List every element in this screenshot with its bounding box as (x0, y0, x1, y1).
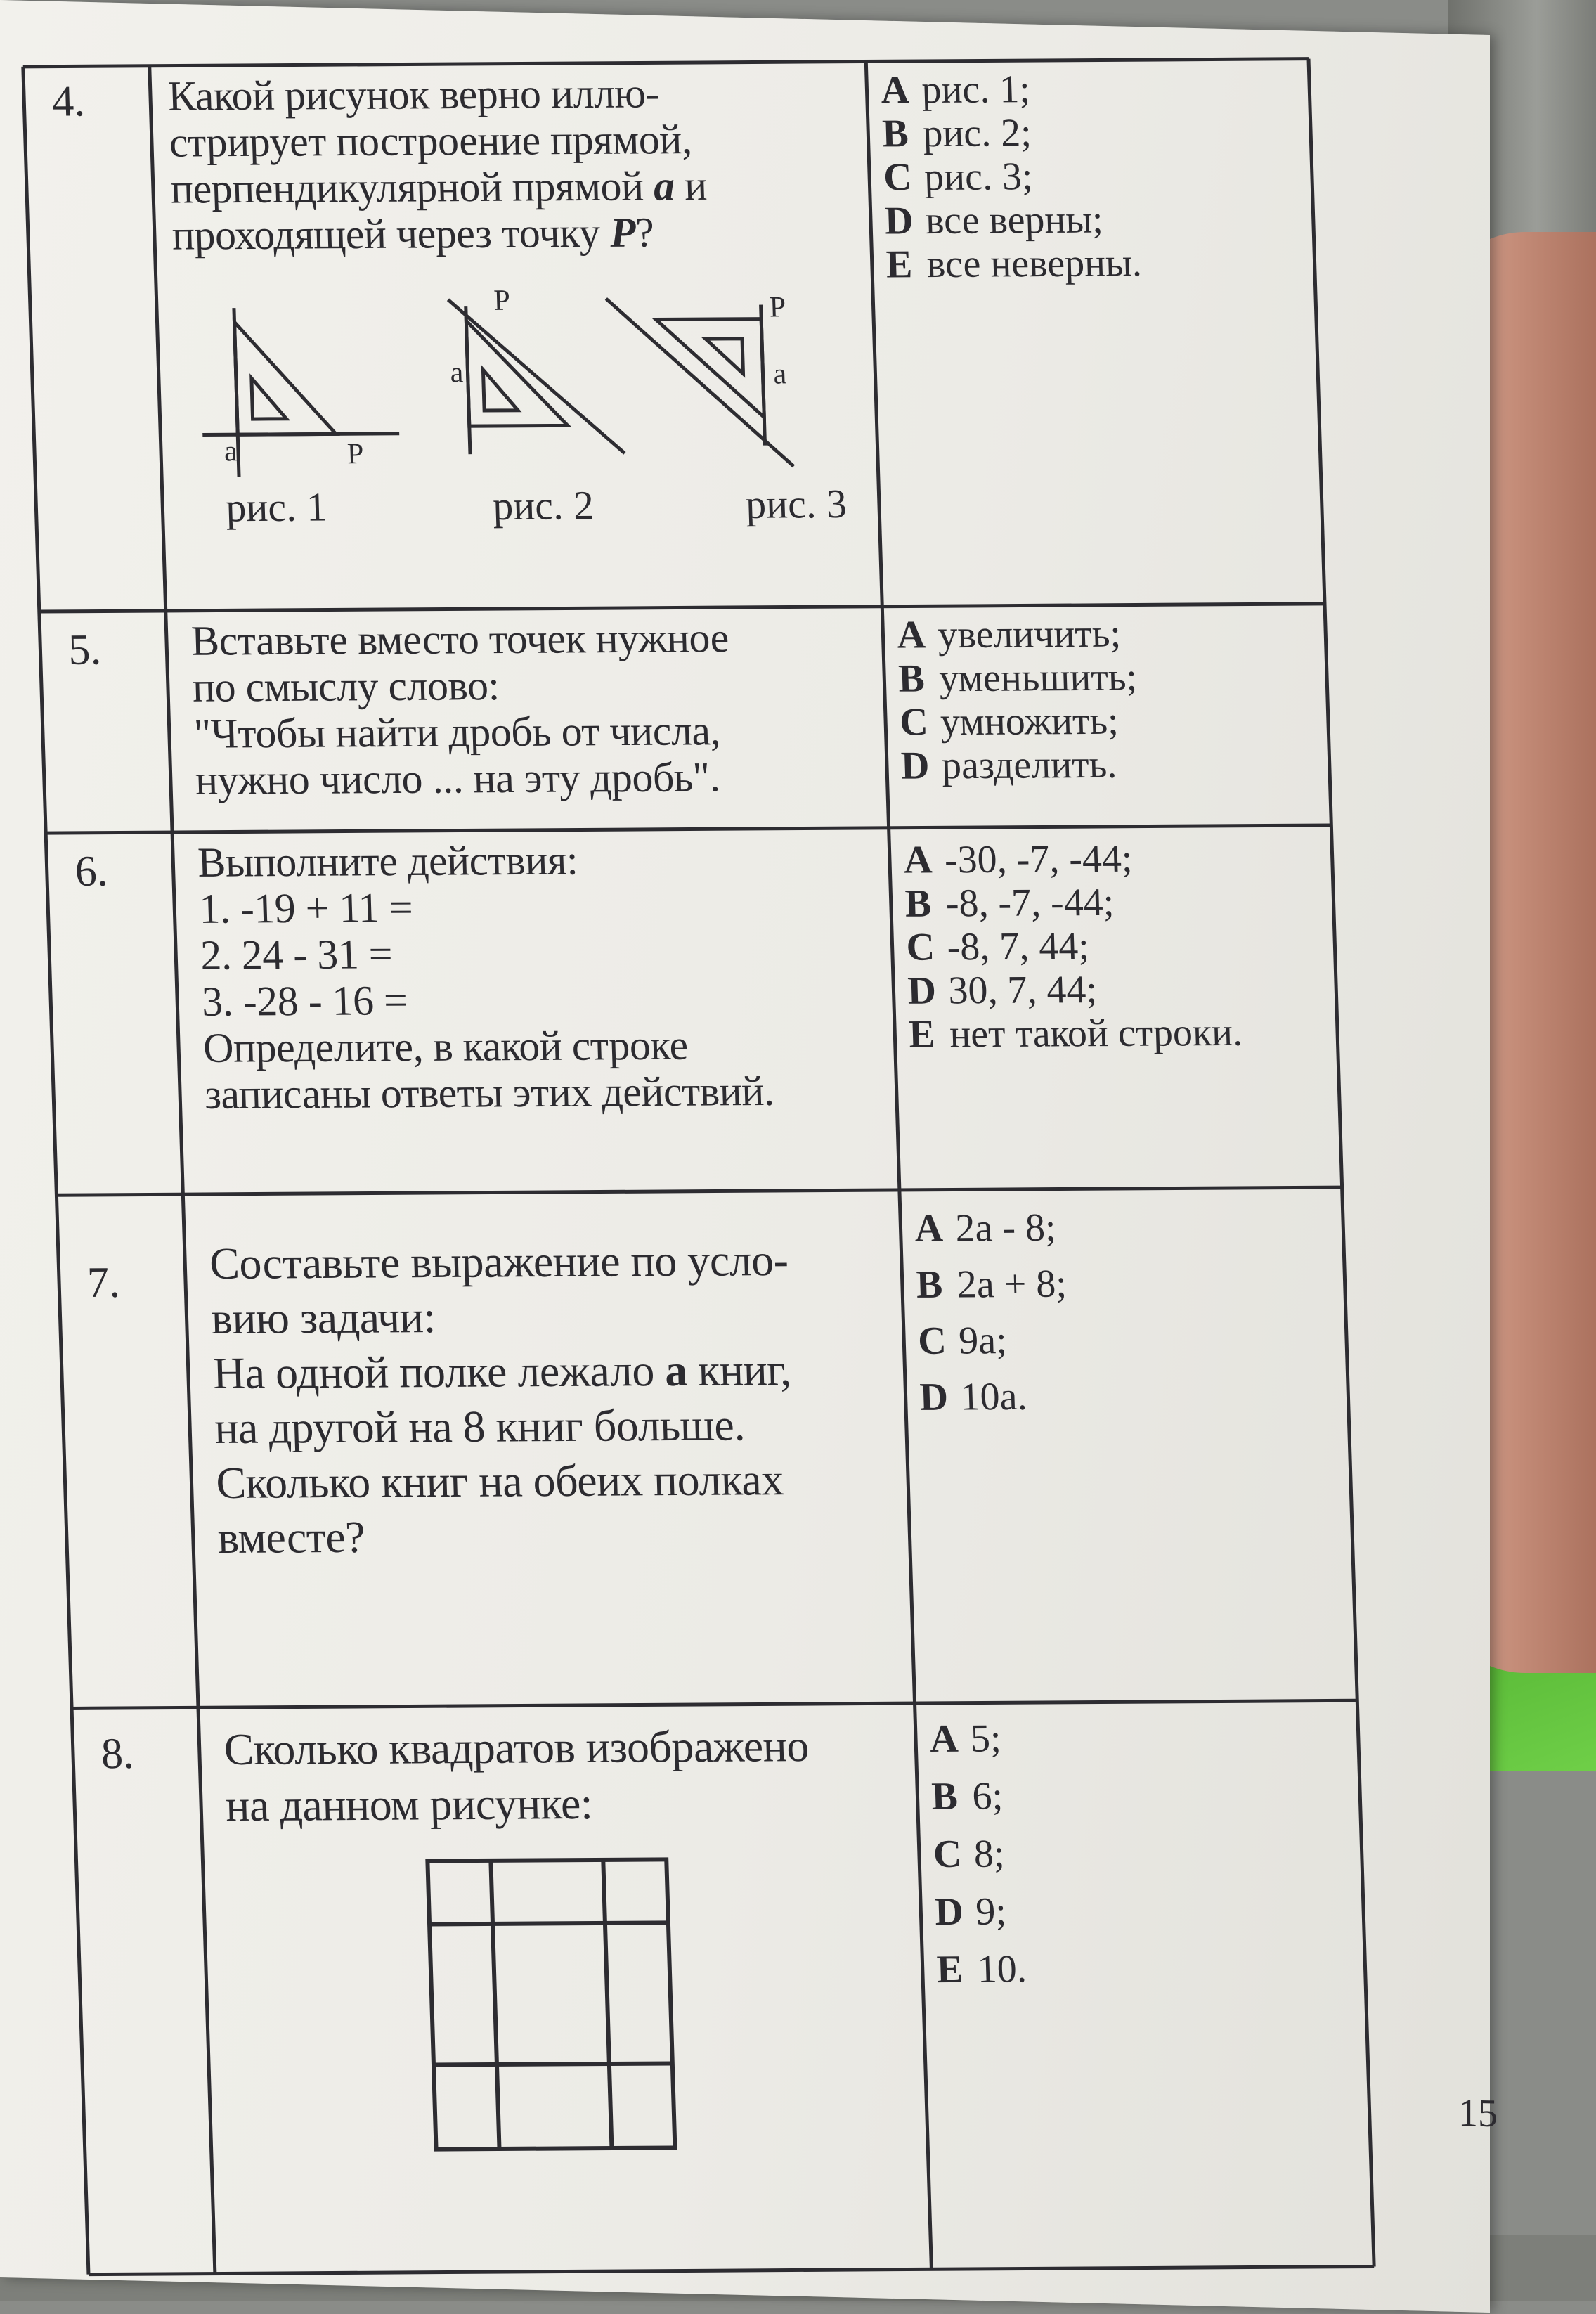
question-6-text (197, 836, 774, 1118)
question-4-and: и (684, 162, 708, 209)
question-6-number: 6. (74, 847, 109, 896)
fig-1-caption: рис. 1 (225, 484, 328, 531)
fig-3-caption: рис. 3 (745, 480, 848, 527)
question-4-line-4: проходящей через точку (171, 209, 601, 259)
question-6-line-5: Определите, в какой строке (202, 1021, 689, 1071)
question-7-line-2: вию задачи: (210, 1292, 436, 1343)
fig-3-set-square (656, 319, 764, 418)
question-8-number: 8. (100, 1729, 135, 1778)
question-4-options (881, 67, 1143, 286)
question-8-text (223, 1718, 812, 1834)
squares-outer-rect (427, 1859, 675, 2149)
fig-1-label-p: P (346, 438, 365, 471)
question-6-line-3: 2. 24 - 31 = (200, 931, 393, 978)
question-8-line-1: Сколько квадратов изображено (223, 1721, 810, 1775)
squares-hline-2 (434, 2063, 673, 2064)
fig-2-set-square-inner (483, 370, 518, 411)
question-6-line-1: Выполните действия: (197, 836, 579, 886)
q4-option-a[interactable]: A рис. 1; (880, 67, 1031, 112)
q7-option-a[interactable]: A 2a - 8; (914, 1206, 1057, 1250)
q8-option-e[interactable]: E 10. (935, 1947, 1027, 1992)
question-7-text (209, 1233, 797, 1565)
fig-2-caption: рис. 2 (492, 482, 595, 529)
q4-option-b[interactable]: B рис. 2; (881, 111, 1032, 156)
line-a-symbol: a (653, 162, 675, 209)
question-6-line-2: 1. -19 + 11 = (198, 884, 414, 932)
squares-hline-1 (429, 1922, 668, 1924)
page-number: 15 (1458, 2090, 1498, 2136)
q7-option-d[interactable]: D 10a. (919, 1374, 1028, 1419)
question-8-line-2: на данном рисунке: (225, 1778, 594, 1831)
question-5-line-3: "Чтобы найти дробь от числа, (193, 707, 721, 757)
q8-option-a[interactable]: A 5; (929, 1717, 1002, 1762)
question-7-number: 7. (86, 1258, 121, 1307)
question-7-line-4: на другой на 8 книг больше. (214, 1400, 746, 1454)
fig-2-line (448, 299, 624, 455)
question-7-line-3: На одной полке лежало (212, 1345, 655, 1399)
question-4-figures (170, 290, 867, 590)
fig-3-label-p: P (769, 291, 786, 324)
question-5-line-1: Вставьте вместо точек нужное (190, 614, 729, 664)
question-4-line-2: стрирует построение прямой, (168, 116, 693, 166)
question-5-number: 5. (67, 626, 102, 674)
fig-2-label-a: a (449, 356, 464, 389)
q6-option-a[interactable]: A -30, -7, -44; (903, 836, 1134, 882)
q5-option-d[interactable]: D разделить. (900, 742, 1118, 788)
question-4-qmark: ? (635, 209, 655, 256)
question-7-line-1: Составьте выражение по усло- (209, 1234, 789, 1288)
question-7-variable-a: а (664, 1345, 688, 1396)
q6-option-e[interactable]: E нет такой строки. (908, 1010, 1243, 1056)
fig-1-label-a: a (223, 435, 238, 468)
question-4-text (167, 70, 709, 259)
fig-2-label-p: P (493, 284, 511, 317)
q8-option-c[interactable]: C 8; (932, 1832, 1006, 1877)
question-7-options (914, 1199, 1070, 1425)
q4-option-d[interactable]: D все верны; (884, 198, 1104, 243)
q4-option-c[interactable]: C рис. 3; (883, 155, 1034, 200)
squares-figure (420, 1852, 696, 2163)
question-5-options (897, 612, 1141, 788)
squares-vline-2 (603, 1860, 611, 2148)
squares-vline-1 (491, 1861, 499, 2149)
q4-option-e[interactable]: E все неверны. (885, 241, 1143, 287)
q6-option-d[interactable]: D 30, 7, 44; (907, 968, 1098, 1013)
question-8-options (929, 1709, 1027, 1998)
question-4-line-1: Какой рисунок верно иллю- (167, 70, 660, 119)
question-5-line-4: нужно число ... на эту дробь". (194, 754, 721, 803)
question-7-line-6: вместе? (216, 1511, 366, 1563)
q6-option-c[interactable]: C -8, 7, 44; (905, 924, 1090, 969)
q5-option-c[interactable]: C умножить; (899, 699, 1120, 744)
fig-3-label-a: a (772, 358, 787, 391)
q8-option-d[interactable]: D 9; (934, 1889, 1007, 1934)
question-5-line-2: по смыслу слово: (191, 662, 500, 711)
q7-option-b[interactable]: B 2a + 8; (915, 1262, 1068, 1307)
q5-option-b[interactable]: B уменьшить; (897, 655, 1138, 701)
question-7-line-3-end: книг, (697, 1344, 792, 1395)
question-5-text (190, 614, 734, 803)
q7-option-c[interactable]: C 9a; (917, 1319, 1008, 1363)
question-6-line-4: 3. -28 - 16 = (201, 977, 408, 1025)
question-7-line-5: Сколько книг на обеих полках (215, 1454, 784, 1508)
question-4-line-3: перпендикулярной прямой (169, 162, 644, 212)
question-4-number: 4. (51, 77, 86, 126)
q6-option-b[interactable]: B -8, -7, -44; (904, 880, 1115, 926)
fig-1-set-square-inner (252, 378, 287, 419)
question-6-options (903, 836, 1243, 1056)
point-p-symbol: P (609, 209, 637, 256)
question-6-line-6: записаны ответы этих действий. (204, 1067, 775, 1118)
q5-option-a[interactable]: A увеличить; (896, 612, 1122, 657)
q8-option-b[interactable]: B 6; (930, 1774, 1004, 1819)
